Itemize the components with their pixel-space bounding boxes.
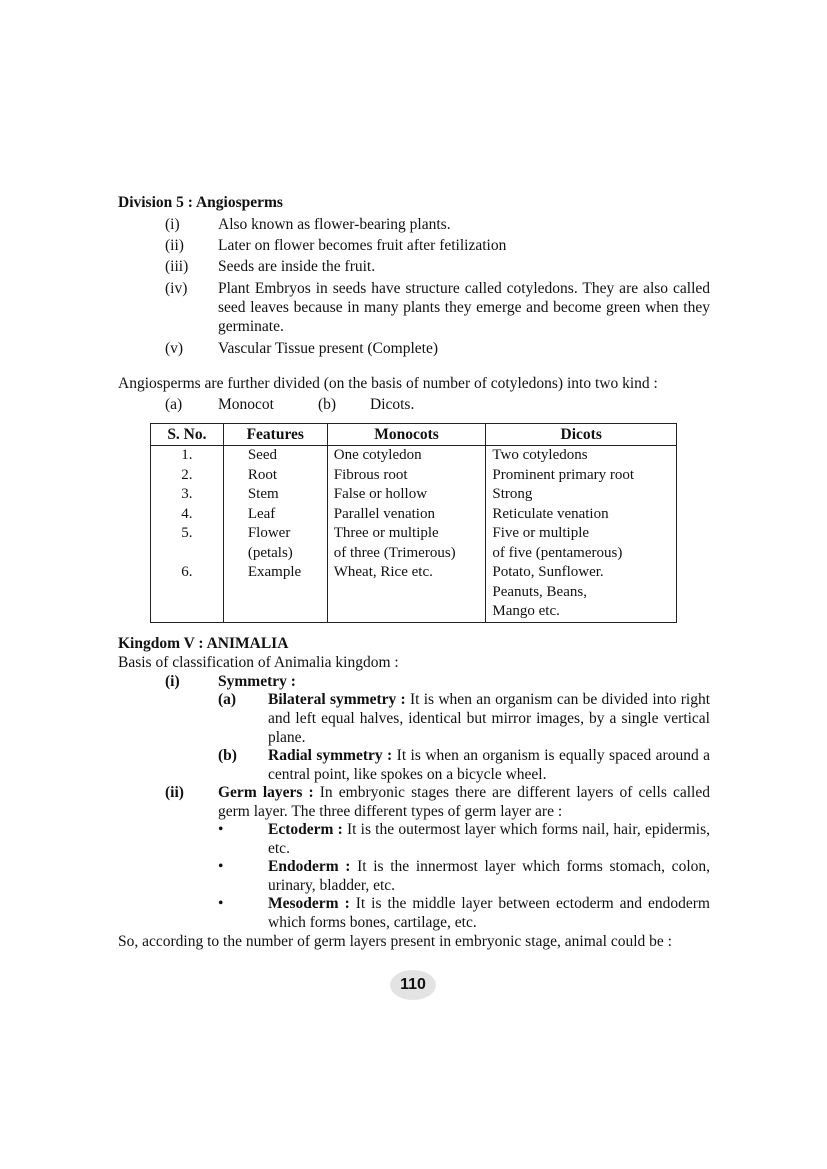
- cell-feature: Flower: [223, 524, 327, 544]
- cell-feature: Leaf: [223, 505, 327, 525]
- radial-title: Radial symmetry :: [268, 747, 393, 764]
- list-marker: (iii): [165, 258, 189, 275]
- cell-monocot: One cotyledon: [327, 446, 486, 466]
- header-dicots: Dicots: [486, 424, 677, 446]
- radial-text: It is when an organism is equally spaced around a central point, like spokes on a bicycle wheel.: [268, 747, 710, 783]
- cell-dicot: Mango etc.: [486, 602, 677, 622]
- bilateral-text: It is when an organism can be divided into right and left equal halves, identical but mirror images, by a single vertical plane.: [268, 691, 711, 746]
- list-marker: (v): [165, 340, 184, 357]
- option-dicots: Dicots.: [370, 396, 415, 413]
- cell-dicot: Potato, Sunflower.: [486, 563, 677, 583]
- symmetry-title: Symmetry :: [218, 673, 296, 690]
- table-row: [151, 446, 677, 466]
- table-header-row: [151, 424, 677, 446]
- option-monocot: Monocot: [218, 396, 274, 413]
- cell-feature: [223, 583, 327, 603]
- bilateral-title: Bilateral symmetry :: [268, 691, 406, 708]
- germ-text: In embryonic stages there are different layers of cells called germ layer. The three different types of germ layer are :: [218, 784, 710, 820]
- cell-dicot: Two cotyledons: [486, 446, 677, 466]
- cell-monocot: Fibrous root: [327, 466, 486, 486]
- bullet-icon: •: [218, 821, 224, 838]
- cell-feature: [223, 602, 327, 622]
- ectoderm-text: It is the outermost layer which forms nail, hair, epidermis, etc.: [268, 821, 710, 857]
- cell-feature: Root: [223, 466, 327, 486]
- cell-sno: 1.: [151, 446, 224, 466]
- radial-paragraph: [268, 746, 710, 784]
- bullet-icon: •: [218, 858, 224, 875]
- endoderm-text: It is the innermost layer which forms stomach, colon, urinary, bladder, etc.: [268, 858, 710, 894]
- closing-text: So, according to the number of germ layers present in embryonic stage, animal could be :: [118, 933, 672, 950]
- page-number: 110: [390, 970, 436, 1000]
- cell-sno: [151, 583, 224, 603]
- germ-paragraph: [218, 783, 710, 821]
- bullet-icon: •: [218, 895, 224, 912]
- division-heading: Division 5 : Angiosperms: [118, 194, 283, 211]
- germ-title: Germ layers :: [218, 784, 314, 801]
- table-row: [151, 466, 677, 486]
- list-marker: (iv): [165, 280, 188, 297]
- bilateral-paragraph: [268, 690, 710, 747]
- list-item: Vascular Tissue present (Complete): [218, 340, 438, 357]
- comparison-table: [150, 423, 677, 623]
- table-row: [151, 602, 677, 622]
- further-text: Angiosperms are further divided (on the basis of number of cotyledons) into two kind :: [118, 375, 658, 392]
- list-item: Later on flower becomes fruit after fetilization: [218, 237, 507, 254]
- cell-sno: 5.: [151, 524, 224, 544]
- bilateral-marker: (a): [218, 691, 237, 708]
- list-marker: (ii): [165, 237, 184, 254]
- endoderm-paragraph: [268, 857, 710, 895]
- cell-sno: [151, 602, 224, 622]
- table-row: [151, 583, 677, 603]
- cell-sno: 3.: [151, 485, 224, 505]
- cell-monocot: of three (Trimerous): [327, 544, 486, 564]
- list-marker: (i): [165, 216, 180, 233]
- cell-dicot: Five or multiple: [486, 524, 677, 544]
- ectoderm-paragraph: [268, 820, 710, 858]
- cell-sno: 2.: [151, 466, 224, 486]
- list-item: Seeds are inside the fruit.: [218, 258, 376, 275]
- option-marker-a: (a): [165, 396, 183, 413]
- cell-feature: (petals): [223, 544, 327, 564]
- ectoderm-title: Ectoderm :: [268, 821, 343, 838]
- header-monocots: Monocots: [327, 424, 486, 446]
- cell-dicot: Prominent primary root: [486, 466, 677, 486]
- table-row: [151, 544, 677, 564]
- symmetry-marker: (i): [165, 673, 180, 690]
- radial-marker: (b): [218, 747, 237, 764]
- table-row: [151, 505, 677, 525]
- cell-sno: 6.: [151, 563, 224, 583]
- cell-dicot: Strong: [486, 485, 677, 505]
- kingdom-heading: Kingdom V : ANIMALIA: [118, 635, 289, 652]
- cell-sno: 4.: [151, 505, 224, 525]
- header-sno: S. No.: [151, 424, 224, 446]
- endoderm-title: Endoderm :: [268, 858, 351, 875]
- cell-monocot: [327, 602, 486, 622]
- cell-feature: Stem: [223, 485, 327, 505]
- cell-feature: Example: [223, 563, 327, 583]
- cell-monocot: False or hollow: [327, 485, 486, 505]
- option-marker-b: (b): [318, 396, 337, 413]
- cell-dicot: Reticulate venation: [486, 505, 677, 525]
- table-row: [151, 563, 677, 583]
- table-row: [151, 485, 677, 505]
- kingdom-intro: Basis of classification of Animalia kingdom :: [118, 654, 399, 671]
- cell-monocot: Three or multiple: [327, 524, 486, 544]
- cell-monocot: Wheat, Rice etc.: [327, 563, 486, 583]
- germ-marker: (ii): [165, 784, 184, 801]
- cell-feature: Seed: [223, 446, 327, 466]
- cell-dicot: of five (pentamerous): [486, 544, 677, 564]
- cell-dicot: Peanuts, Beans,: [486, 583, 677, 603]
- cell-sno: [151, 544, 224, 564]
- header-features: Features: [223, 424, 327, 446]
- table-row: [151, 524, 677, 544]
- list-item: Also known as flower-bearing plants.: [218, 216, 451, 233]
- list-item: Plant Embryos in seeds have structure called cotyledons. They are also called seed leaves because in many plants they emerge and become green when they germinate.: [218, 280, 710, 335]
- cell-monocot: [327, 583, 486, 603]
- cell-monocot: Parallel venation: [327, 505, 486, 525]
- mesoderm-text: It is the middle layer between ectoderm and endoderm which forms bones, cartilage, etc.: [268, 895, 710, 931]
- mesoderm-paragraph: [268, 894, 710, 932]
- mesoderm-title: Mesoderm :: [268, 895, 350, 912]
